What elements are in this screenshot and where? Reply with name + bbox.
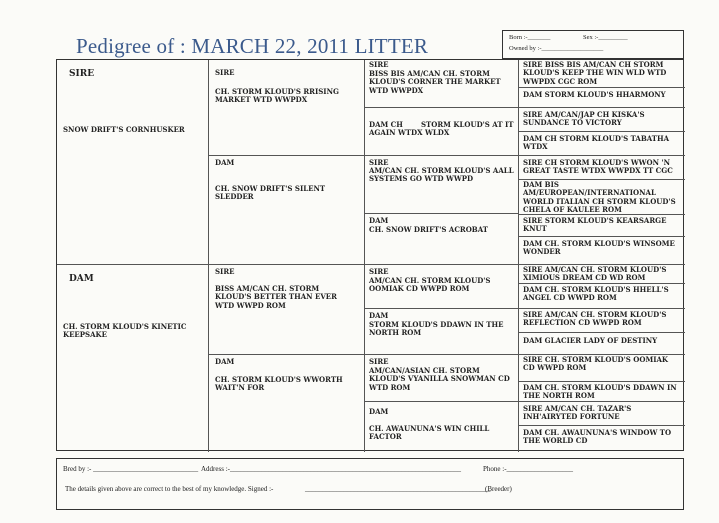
gen3-name: AM/CAN CH. STORM KLOUD'S OOMIAK CD WWPD ROM [369,276,491,294]
gen2-label: SIRE [215,267,235,276]
gen1-dam-label: DAM [69,274,94,284]
gen4-name: DAM CH STORM KLOUD'S TABATHA WTDX [523,134,670,152]
gen4-cell [519,265,685,284]
gen3-name: CH. AWAUNUNA'S WIN CHILL FACTOR [369,424,490,442]
gen3-cell [365,265,519,309]
gen3-cell [365,309,519,355]
gen3-label: DAM [369,311,389,320]
gen4-name: DAM STORM KLOUD'S HHARMONY [523,90,666,99]
gen3-label: SIRE [369,158,389,167]
pedigree-table [56,59,684,451]
gen4-name: SIRE CH. STORM KLOUD'S OOMIAK CD WWPD ROM [523,355,668,373]
gen4-cell [519,355,685,382]
gen4-name: DAM BIS AM/EUROPEAN/INTERNATIONAL WORLD ITALIAN CH STORM KLOUD'S CHELA OF KAULEE ROM [523,180,676,215]
gen3-name: STORM KLOUD'S AT IT AGAIN WTDX WLDX [369,120,514,138]
declaration-text: The details given above are correct to the best of my knowledge. Signed :- [65,485,274,493]
phone-field[interactable]: Phone :-___________________ [483,465,574,473]
gen4-name: SIRE AM/CAN CH. STORM KLOUD'S XIMIOUS DREAM CD WD ROM [523,265,667,283]
gen4-name: SIRE AM/CAN CH. STORM KLOUD'S REFLECTION CD WWPD ROM [523,310,667,328]
gen3-name: STORM KLOUD'S DDAWN IN THE NORTH ROM [369,320,504,338]
gen3-label: SIRE [369,267,389,276]
gen1-dam-name: CH. STORM KLOUD'S KINETIC KEEPSAKE [63,322,187,340]
page-title: Pedigree of : MARCH 22, 2011 LITTER [76,34,429,58]
breeder-label: (Breeder) [485,485,512,493]
gen3-label: DAM [369,407,389,416]
gen4-cell [519,309,685,333]
gen4-name: SIRE AM/CAN CH. TAZAR'S INH'AIRYTED FORTUNE [523,404,632,422]
gen4-name: SIRE CH STORM KLOUD'S WWON 'N GREAT TASTE WTDX WWPDX TT CGC [523,158,673,176]
gen1-sire-label: SIRE [69,69,95,79]
gen4-cell [519,108,685,132]
gen4-cell [519,180,685,215]
gen4-name: DAM GLACIER LADY OF DESTINY [523,336,658,345]
gen4-name: DAM CH. STORM KLOUD'S HHELL'S ANGEL CD WWPD ROM [523,285,669,303]
gen2-label: SIRE [215,68,235,77]
gen4-name: DAM CH. AWAUNUNA'S WINDOW TO THE WORLD CD [523,428,672,446]
gen4-cell [519,132,685,156]
gen1-dam-cell [57,265,209,452]
gen4-cell [519,382,685,402]
gen3-label: SIRE [369,60,389,69]
gen3-name: AM/CAN/ASIAN CH. STORM KLOUD'S VYANILLA SNOWMAN CD WTD ROM [369,366,510,392]
gen1-sire-name: SNOW DRIFT'S CORNHUSKER [63,125,185,134]
gen4-cell [519,60,685,88]
gen3-label: SIRE [369,357,389,366]
gen2-label: DAM [215,158,235,167]
gen2-cell [209,355,365,452]
gen3-name: BISS BIS AM/CAN CH. STORM KLOUD'S CORNER THE MARKET WTD WWPDX [369,69,501,95]
gen2-name: BISS AM/CAN CH. STORM KLOUD'S BETTER THAN EVER WTD WWPD ROM [215,284,337,310]
address-field[interactable]: Address :-__________________________________________________________________ [201,465,461,473]
gen4-name: SIRE BISS BIS AM/CAN CH STORM KLOUD'S KEEP THE WIN WLD WTD WWPDX CGC ROM [523,60,667,86]
footer-box [56,458,684,510]
gen4-cell [519,88,685,108]
gen4-name: SIRE AM/CAN/JAP CH KISKA'S SUNDANCE TO VICTORY [523,110,645,128]
gen2-name: CH. SNOW DRIFT'S SILENT SLEDDER [215,184,326,202]
gen4-name: DAM CH. STORM KLOUD'S DDAWN IN THE NORTH ROM [523,383,677,401]
gen3-cell [365,156,519,214]
gen4-cell [519,156,685,180]
gen2-cell [209,60,365,156]
bred-by-field[interactable]: Bred by :- ______________________________ [63,465,199,473]
gen4-cell [519,426,685,452]
gen3-name: CH. SNOW DRIFT'S ACROBAT [369,225,488,234]
gen3-cell [365,214,519,265]
gen3-label: DAM CH [369,120,403,129]
gen2-name: CH. STORM KLOUD'S WWORTH WAIT'N FOR [215,375,343,393]
gen4-cell [519,402,685,426]
gen3-label: DAM [369,216,389,225]
gen4-cell [519,215,685,237]
signature-field[interactable]: _____________________________________________________ [305,485,491,493]
gen3-cell [365,355,519,402]
gen3-cell [365,60,519,108]
born-field[interactable]: Born :-_______ [509,34,551,41]
info-box [502,30,684,59]
gen3-cell [365,402,519,452]
sex-field[interactable]: Sex :-_________ [583,34,628,41]
owned-by-field[interactable]: Owned by :-___________________ [509,45,604,52]
gen2-label: DAM [215,357,235,366]
gen2-cell [209,265,365,355]
gen4-name: DAM CH. STORM KLOUD'S WINSOME WONDER [523,239,675,257]
gen2-cell [209,156,365,265]
gen4-cell [519,237,685,265]
gen4-cell [519,333,685,355]
gen4-name: SIRE STORM KLOUD'S KEARSARGE KNUT [523,216,667,234]
gen3-cell [365,108,519,156]
gen2-name: CH. STORM KLOUD'S RRISING MARKET WTD WWPDX [215,87,339,105]
gen1-sire-cell [57,60,209,265]
gen3-name: AM/CAN CH. STORM KLOUD'S AALL SYSTEMS GO WTD WWPD [369,166,514,184]
gen4-cell [519,284,685,309]
